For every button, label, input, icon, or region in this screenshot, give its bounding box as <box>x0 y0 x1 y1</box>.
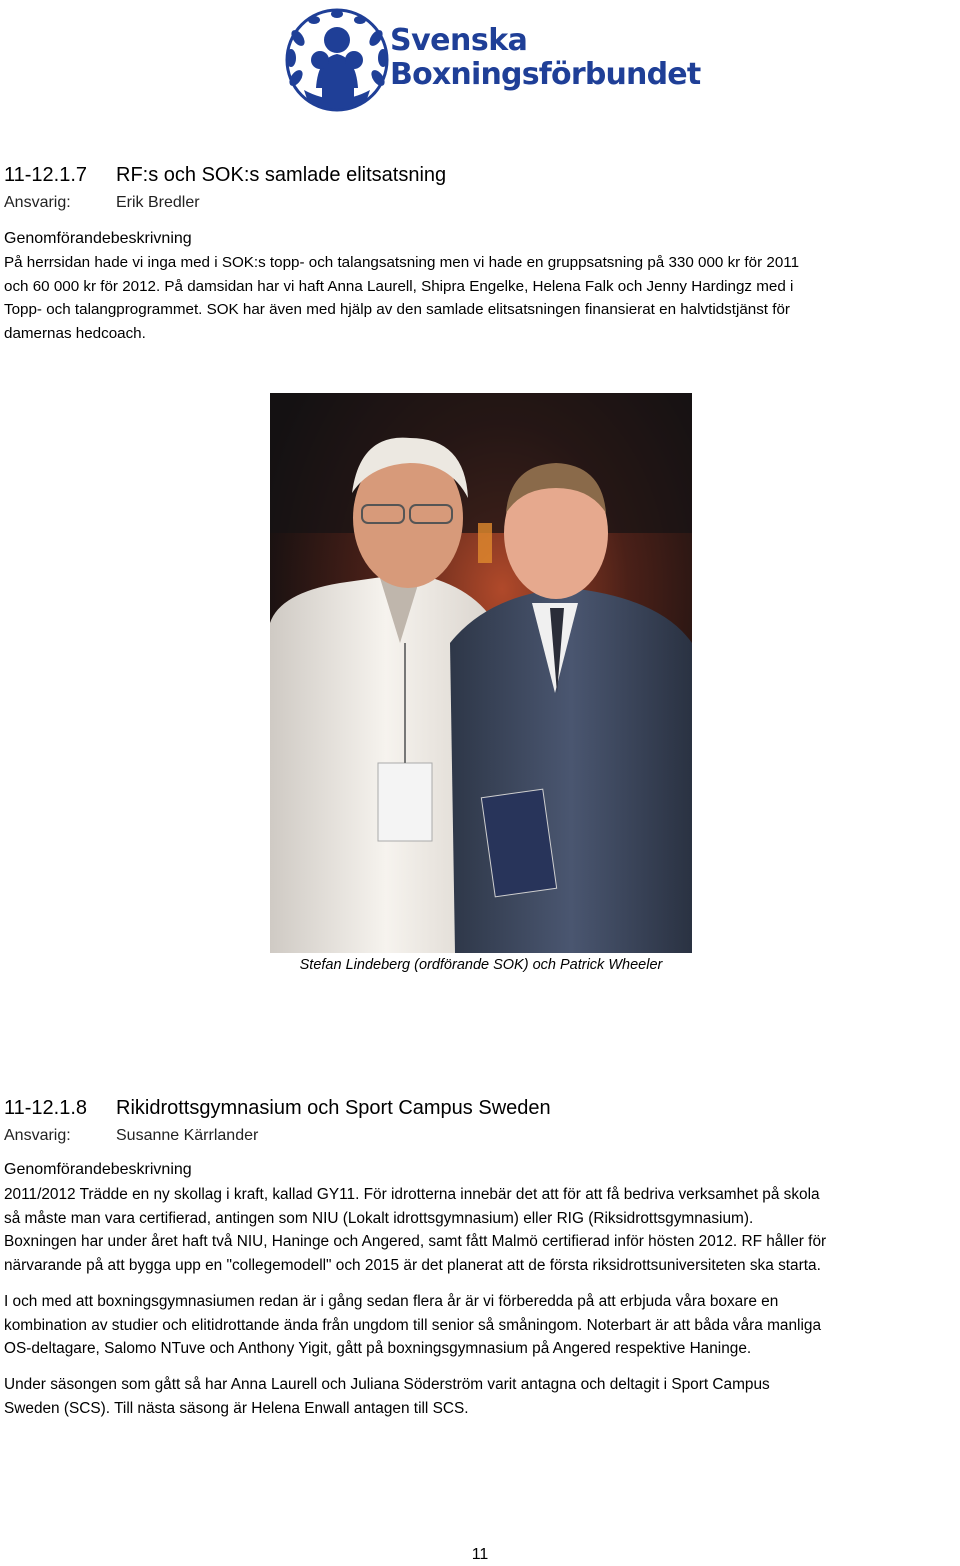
description-heading: Genomförandebeskrivning <box>4 1161 192 1178</box>
logo-line-2: Boxningsförbundet <box>390 57 701 92</box>
sbf-initials-icon <box>322 88 354 102</box>
responsible-label: Ansvarig: <box>4 1127 71 1144</box>
page-number: 11 <box>471 1546 489 1563</box>
text-line: Under säsongen som gått så har Anna Laurell och Juliana Söderström varit antagna och deltagit i Sport Campus <box>4 1376 770 1393</box>
section-number: 11-12.1.7 <box>4 164 88 186</box>
photo-two-men <box>270 393 692 953</box>
text-line: På herrsidan hade vi inga med i SOK:s topp- och talangsatsning men vi hade en gruppsatsning på 330 000 kr för 2011 <box>4 254 800 271</box>
text-line: och 60 000 kr för 2012. På damsidan har vi haft Anna Laurell, Shipra Engelke, Helena Falk och Jenny Hardingz med i <box>4 277 794 295</box>
responsible-row <box>4 194 200 212</box>
text-line: Boxningen har under året haft två NIU, Haninge och Angered, samt fått Malmö certifierad inför hösten 2012. RF håller för <box>4 1233 827 1250</box>
text-line: Sweden (SCS). Till nästa säsong är Helena Enwall antagen till SCS. <box>4 1399 469 1417</box>
section2-paragraph-1 <box>4 1183 954 1277</box>
text-line: OS-deltagare, Salomo NTuve och Anthony Yigit, gått på boxningsgymnasium på Angered respektive Haninge. <box>4 1340 752 1357</box>
text-line: närvarande på att bygga upp en "collegemodell" och 2015 är det planerat att de första riksidrottsuniversiteten ska starta. <box>4 1256 821 1274</box>
federation-logo-text <box>390 24 700 92</box>
text-line: så måste man vara certifierad, antingen som NIU (Lokalt idrottsgymnasium) eller RIG (Riksidrottsgymnasium). <box>4 1209 754 1227</box>
photo-caption: Stefan Lindeberg (ordförande SOK) och Patrick Wheeler <box>299 957 663 973</box>
photo-image <box>270 393 692 953</box>
responsible-name: Erik Bredler <box>116 194 200 211</box>
section-title: Rikidrottsgymnasium och Sport Campus Sweden <box>116 1097 551 1119</box>
text-line: damernas hedcoach. <box>4 324 146 342</box>
text-line: 2011/2012 Trädde en ny skollag i kraft, kallad GY11. För idrotterna innebär det att för att få bedriva verksamhet på skola <box>4 1186 820 1203</box>
section1-paragraph <box>4 251 954 345</box>
section-heading-11-12-1-8 <box>4 1097 551 1120</box>
responsible-label: Ansvarig: <box>4 194 71 211</box>
text-line: I och med att boxningsgymnasiumen redan är i gång sedan flera år är vi förberedda på att erbjuda våra boxare en <box>4 1293 779 1310</box>
section-title: RF:s och SOK:s samlade elitsatsning <box>116 164 447 186</box>
description-heading: Genomförandebeskrivning <box>4 230 192 247</box>
logo-line-1: Svenska <box>390 23 528 58</box>
responsible-row <box>4 1127 259 1145</box>
section2-paragraph-2 <box>4 1290 954 1361</box>
section2-paragraph-3 <box>4 1373 954 1420</box>
text-line: kombination av studier och elitidrottande ända från ungdom till senior så småningom. Noterbart är att båda våra manliga <box>4 1316 822 1334</box>
responsible-name: Susanne Kärrlander <box>116 1127 259 1144</box>
text-line: Topp- och talangprogrammet. SOK har även med hjälp av den samlade elitsatsningen finansierat en halvtidstjänst för <box>4 301 790 318</box>
section-number: 11-12.1.8 <box>4 1097 88 1119</box>
section-heading-11-12-1-7 <box>4 164 447 187</box>
